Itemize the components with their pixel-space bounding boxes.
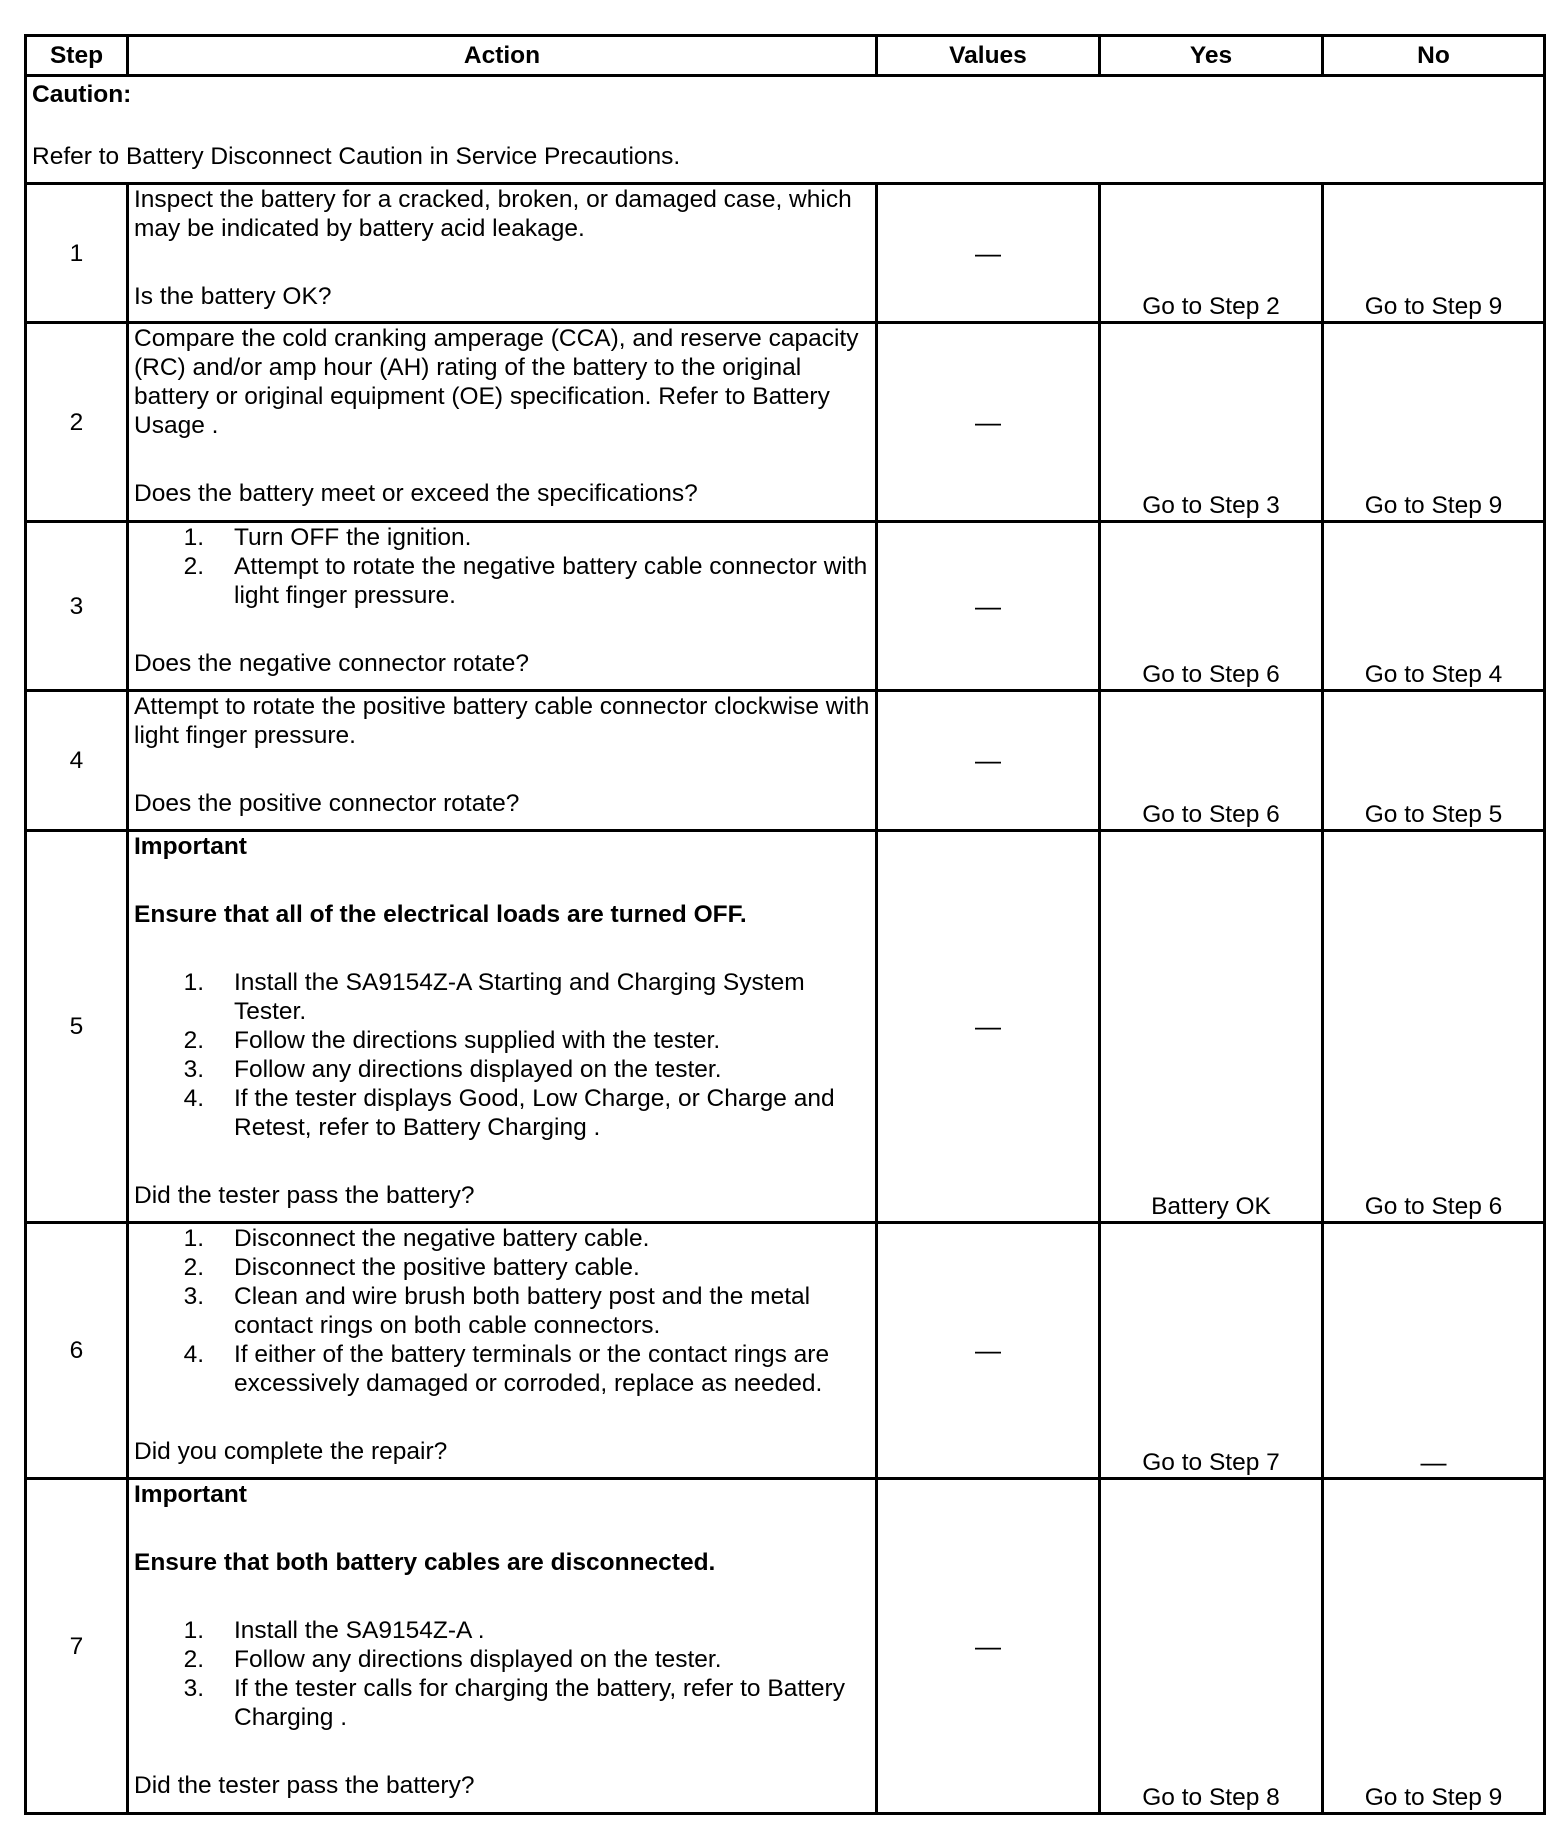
action-cell [128,1223,877,1479]
header-yes: Yes [1100,36,1323,76]
table-row [26,831,1545,1223]
action-cell [128,831,877,1223]
header-values: Values [877,36,1100,76]
value-cell: — [877,323,1100,522]
no-cell: Go to Step 4 [1323,522,1545,691]
list-item: 1. Install the SA9154Z-A . [183,1617,485,1644]
list-item: 2. Disconnect the positive battery cable. [183,1254,640,1281]
value-cell: — [877,1223,1100,1479]
action-question: Is the battery OK? [134,283,332,310]
step-number: 4 [26,691,128,831]
action-list [134,1616,870,1732]
action-question: Does the positive connector rotate? [134,790,520,817]
step-number: 3 [26,522,128,691]
list-item: 4. If either of the battery terminals or the contact rings are excessively damaged or corroded, replace as needed. [183,1341,830,1397]
yes-cell: Go to Step 7 [1100,1223,1323,1479]
action-cell [128,522,877,691]
table-row [26,522,1545,691]
yes-cell: Battery OK [1100,831,1323,1223]
caution-cell [26,76,1545,184]
header-action: Action [128,36,877,76]
yes-cell: Go to Step 2 [1100,184,1323,323]
value-cell: — [877,1479,1100,1814]
action-question: Does the battery meet or exceed the specifications? [134,480,698,507]
important-text: Ensure that all of the electrical loads are turned OFF. [134,901,747,928]
action-list [134,523,870,610]
yes-cell: Go to Step 6 [1100,522,1323,691]
step-number: 2 [26,323,128,522]
list-item: 2. Follow the directions supplied with the tester. [183,1027,721,1054]
list-item: 2. Follow any directions displayed on the tester. [183,1646,722,1673]
no-cell: — [1323,1223,1545,1479]
important-label: Important [134,833,247,860]
list-item: 4. If the tester displays Good, Low Charge, or Charge and Retest, refer to Battery Charging . [183,1085,835,1141]
list-item: 3. Follow any directions displayed on the tester. [183,1056,722,1083]
no-cell: Go to Step 9 [1323,184,1545,323]
action-text: Attempt to rotate the positive battery cable connector clockwise with light finger pressure. [134,693,870,749]
value-cell: — [877,691,1100,831]
list-item: 3. Clean and wire brush both battery post and the metal contact rings on both cable connectors. [183,1283,811,1339]
diagnostic-table-container [24,34,1543,1815]
important-text: Ensure that both battery cables are disconnected. [134,1549,716,1576]
action-text: Inspect the battery for a cracked, broken, or damaged case, which may be indicated by battery acid leakage. [134,186,852,242]
action-question: Does the negative connector rotate? [134,650,529,677]
no-cell: Go to Step 5 [1323,691,1545,831]
caution-title: Caution: [32,81,132,108]
list-item: 3. If the tester calls for charging the battery, refer to Battery Charging . [183,1675,845,1731]
caution-text: Refer to Battery Disconnect Caution in Service Precautions. [32,143,681,170]
action-cell [128,691,877,831]
value-cell: — [877,184,1100,323]
step-number: 5 [26,831,128,1223]
action-cell [128,1479,877,1814]
no-cell: Go to Step 6 [1323,831,1545,1223]
action-list [134,968,870,1142]
diagnostic-table [24,34,1546,1815]
step-number: 7 [26,1479,128,1814]
action-question: Did the tester pass the battery? [134,1772,475,1799]
table-row [26,691,1545,831]
table-row [26,1223,1545,1479]
header-step: Step [26,36,128,76]
header-row [26,36,1545,76]
caution-row [26,76,1545,184]
list-item: 2. Attempt to rotate the negative battery cable connector with light finger pressure. [183,553,868,609]
action-question: Did you complete the repair? [134,1438,448,1465]
header-no: No [1323,36,1545,76]
table-row [26,323,1545,522]
value-cell: — [877,522,1100,691]
action-question: Did the tester pass the battery? [134,1182,475,1209]
no-cell: Go to Step 9 [1323,323,1545,522]
list-item: 1. Turn OFF the ignition. [183,524,472,551]
action-list [134,1224,870,1398]
yes-cell: Go to Step 6 [1100,691,1323,831]
table-row [26,184,1545,323]
value-cell: — [877,831,1100,1223]
no-cell: Go to Step 9 [1323,1479,1545,1814]
yes-cell: Go to Step 3 [1100,323,1323,522]
table-row [26,1479,1545,1814]
important-label: Important [134,1481,247,1508]
action-cell [128,323,877,522]
list-item: 1. Install the SA9154Z-A Starting and Charging System Tester. [183,969,805,1025]
action-cell [128,184,877,323]
action-text: Compare the cold cranking amperage (CCA), and reserve capacity (RC) and/or amp hour (AH) rating of the battery to the original battery or original equipment (OE) specification. Refer to Battery Usage . [134,325,859,439]
step-number: 6 [26,1223,128,1479]
step-number: 1 [26,184,128,323]
yes-cell: Go to Step 8 [1100,1479,1323,1814]
list-item: 1. Disconnect the negative battery cable. [183,1225,650,1252]
